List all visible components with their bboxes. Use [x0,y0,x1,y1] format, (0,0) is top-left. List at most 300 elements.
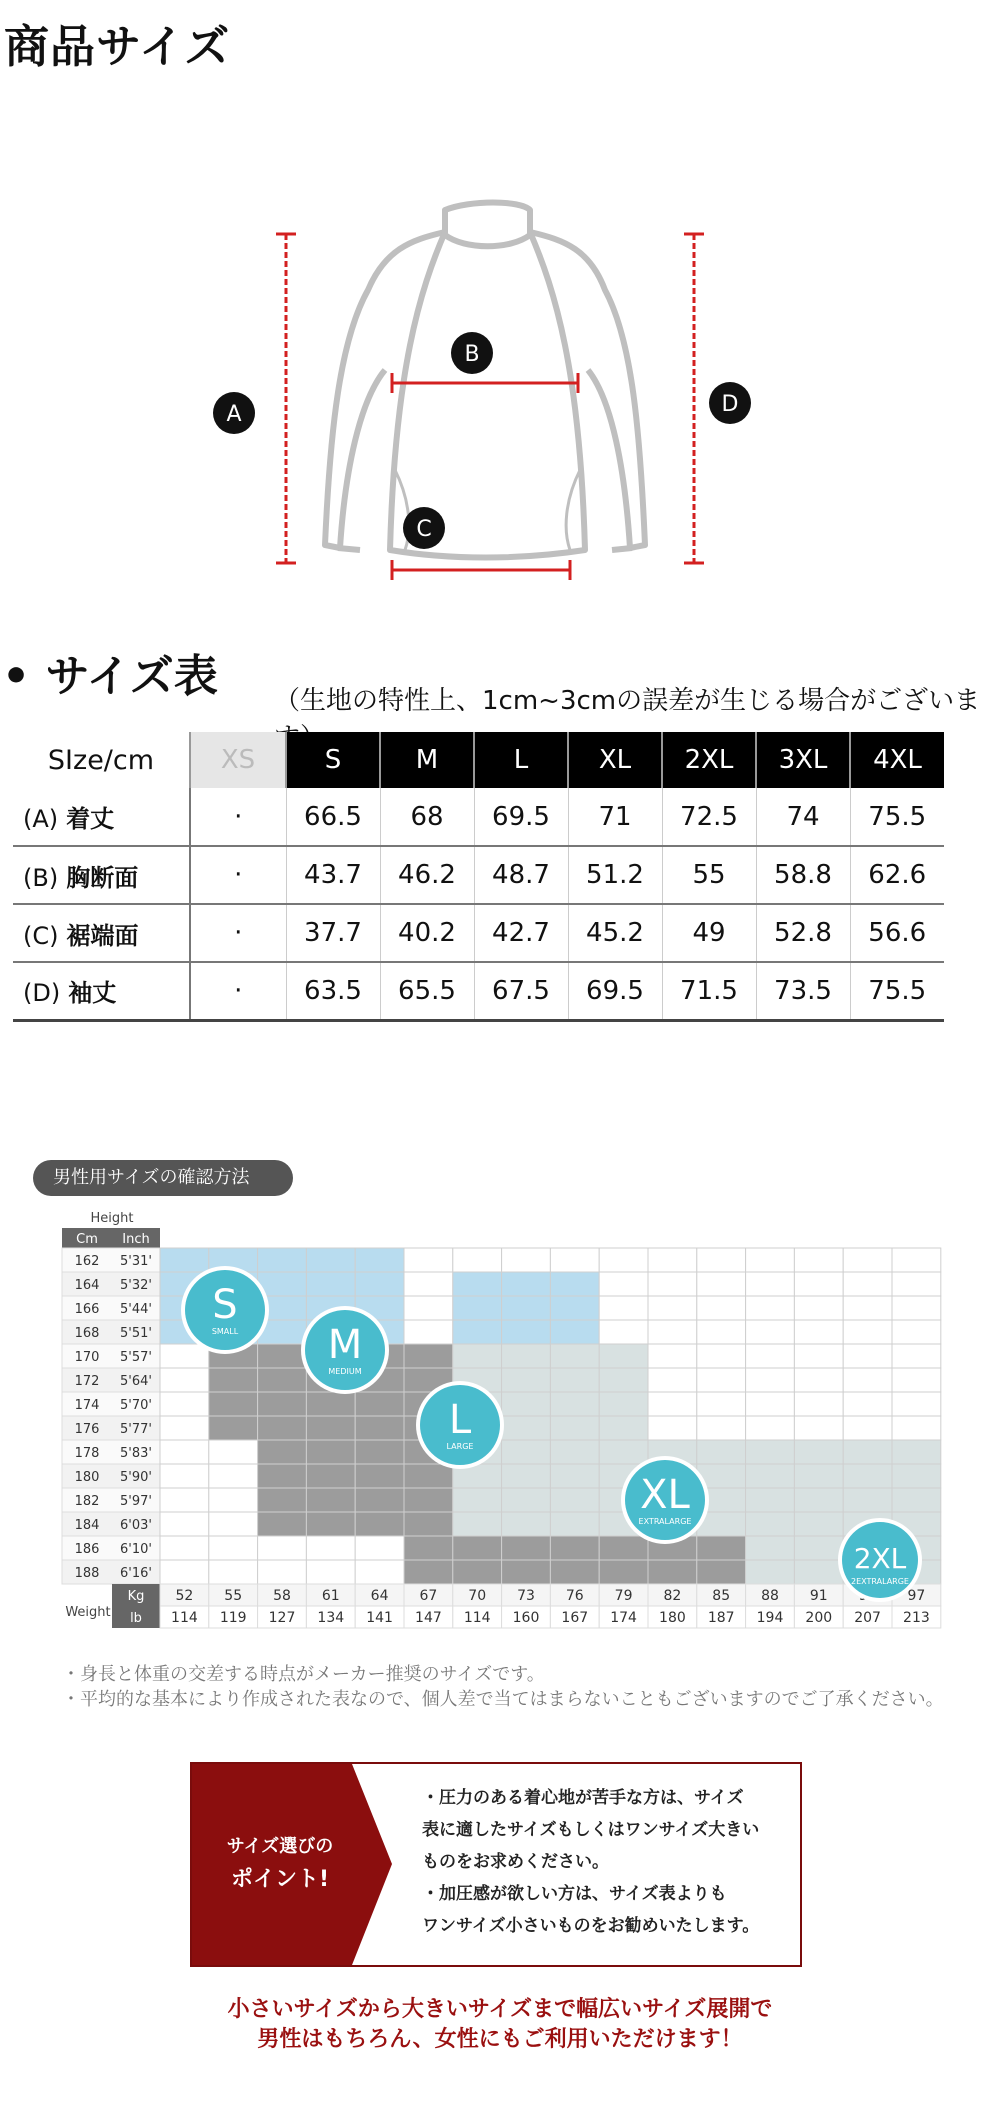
grid-cell [794,1320,843,1344]
grid-cell [599,1536,648,1560]
grid-cell [794,1536,843,1560]
height-inch: 5'57' [120,1350,152,1365]
size-badge-letter: L [448,1397,472,1443]
cell: 40.2 [380,904,474,962]
cell: · [190,846,286,904]
grid-cell [599,1296,648,1320]
size-table-title: • サイズ表 [2,651,218,702]
height-inch: 5'44' [120,1302,152,1317]
grid-cell [160,1248,209,1272]
height-cm: 178 [74,1446,100,1461]
grid-cell [697,1344,746,1368]
grid-cell [404,1248,453,1272]
grid-cell [697,1296,746,1320]
grid-cell [306,1464,355,1488]
grid-cell [502,1248,551,1272]
grid-cell [892,1296,941,1320]
grid-cell [306,1272,355,1296]
weight-lb: 213 [903,1610,930,1626]
grid-cell [648,1392,697,1416]
weight-kg: 61 [321,1588,340,1604]
grid-cell [306,1560,355,1584]
size-header-3xl: 3XL [756,732,850,788]
height-cm: 188 [74,1566,100,1581]
grid-cell [697,1272,746,1296]
grid-cell [599,1440,648,1464]
grid-cell [355,1248,404,1272]
grid-cell [550,1464,599,1488]
grid-cell [843,1464,892,1488]
cell: 68 [380,788,474,846]
grid-cell [697,1320,746,1344]
size-row-d [13,962,944,1020]
grid-cell [258,1536,307,1560]
grid-cell [258,1488,307,1512]
height-label: Height [90,1211,134,1226]
grid-cell [550,1560,599,1584]
weight-lb: 174 [610,1610,637,1626]
weight-lb: 141 [366,1610,393,1626]
grid-cell [794,1464,843,1488]
height-inch: 5'51' [120,1326,152,1341]
grid-cell [209,1512,258,1536]
grid-cell [794,1488,843,1512]
grid-cell [892,1464,941,1488]
grid-cell [355,1560,404,1584]
grid-cell [794,1272,843,1296]
weight-lb: 114 [171,1610,198,1626]
grid-cell [209,1560,258,1584]
size-header-l: L [474,732,568,788]
grid-cell [502,1296,551,1320]
svg-text:B: B [464,342,480,367]
cell: · [190,962,286,1020]
page-title: 商品サイズ [4,20,231,73]
grid-cell [599,1560,648,1584]
size-table-note: （生地の特性上、1cm~3cmの誤差が生じる場合がございま [274,686,981,716]
weight-lb: 119 [219,1610,247,1626]
cell: 71 [568,788,662,846]
grid-cell [697,1560,746,1584]
cell: 67.5 [474,962,568,1020]
grid-cell [550,1296,599,1320]
size-badge-letter: 2XL [853,1542,907,1575]
grid-cell [746,1464,795,1488]
grid-cell [355,1440,404,1464]
size-header-4xl: 4XL [850,732,944,788]
grid-cell [453,1560,502,1584]
grid-cell [794,1512,843,1536]
weight-kg: 73 [517,1588,535,1604]
grid-cell [697,1248,746,1272]
size-table [13,732,944,1022]
closing-line-1: 小さいサイズから大きいサイズまで幅広いサイズ展開で [227,1997,773,2022]
grid-cell [502,1560,551,1584]
grid-cell [550,1248,599,1272]
size-badge-caption: SMALL [211,1327,239,1336]
height-cm: 184 [74,1518,100,1533]
height-inch: 6'03' [120,1518,152,1533]
grid-cell [258,1392,307,1416]
mens-size-chart [0,1200,1000,1650]
svg-text:C: C [416,517,432,542]
grid-cell [599,1416,648,1440]
size-corner-label: SIze/cm [13,732,190,788]
weight-kg: 76 [565,1588,584,1604]
cell: · [190,904,286,962]
weight-kg: 91 [809,1588,828,1604]
grid-cell [160,1464,209,1488]
cell: 43.7 [286,846,380,904]
height-inch: 5'97' [120,1494,152,1509]
height-cm: 172 [74,1374,100,1389]
grid-cell [209,1392,258,1416]
weight-kg: 64 [370,1588,389,1604]
grid-cell [306,1512,355,1536]
cm-header-label: Cm [76,1232,98,1247]
grid-cell [160,1416,209,1440]
size-header-xs: XS [190,732,286,788]
cell: 56.6 [850,904,944,962]
grid-cell [404,1512,453,1536]
grid-cell [258,1512,307,1536]
grid-cell [502,1416,551,1440]
shirt-outline [325,203,645,558]
grid-cell [794,1416,843,1440]
weight-kg: 82 [663,1588,682,1604]
mens-chart-pill: 男性用サイズの確認方法 [33,1160,293,1196]
grid-cell [453,1320,502,1344]
size-row-c [13,904,944,962]
grid-cell [355,1488,404,1512]
grid-cell [697,1440,746,1464]
grid-cell [648,1320,697,1344]
cell: 75.5 [850,962,944,1020]
cell: 49 [662,904,756,962]
grid-cell [306,1416,355,1440]
height-inch: 5'64' [120,1374,152,1389]
grid-cell [843,1344,892,1368]
row-label: (C) 裾端面 [13,904,190,962]
closing-line-2: 男性はもちろん、女性にもご利用いただけます！ [257,2027,743,2052]
size-badge-caption: LARGE [446,1442,474,1451]
size-badge-caption: EXTRALARGE [638,1517,692,1526]
grid-cell [160,1392,209,1416]
cell: 72.5 [662,788,756,846]
cell: 48.7 [474,846,568,904]
cell: 62.6 [850,846,944,904]
cell: 73.5 [756,962,850,1020]
grid-cell [746,1272,795,1296]
grid-cell [746,1392,795,1416]
grid-cell [843,1416,892,1440]
grid-cell [746,1320,795,1344]
size-header-2xl: 2XL [662,732,756,788]
inch-header-label: Inch [122,1232,150,1247]
svg-text:D: D [721,392,739,417]
tips-text: ・圧力のある着心地が苦手な方は、サイズ 表に適したサイズもしくはワンサイズ大きい ものをお求めください。 ・加圧感が欲しい方は、サイズ表よりも ワンサイズ小さいものをお勧めいたします。 [422,1788,760,1936]
grid-cell [892,1440,941,1464]
height-cm: 162 [74,1254,100,1269]
grid-cell [404,1296,453,1320]
grid-cell [404,1560,453,1584]
grid-cell [648,1368,697,1392]
grid-cell [648,1560,697,1584]
cell: 52.8 [756,904,850,962]
grid-cell [209,1464,258,1488]
grid-cell [453,1344,502,1368]
grid-cell [843,1296,892,1320]
grid-cell [794,1392,843,1416]
cell: 66.5 [286,788,380,846]
size-row-b [13,846,944,904]
footnote-1: ・身長と体重の交差する時点がメーカー推奨のサイズです。 [62,1664,545,1685]
grid-cell [306,1248,355,1272]
size-header-xl: XL [568,732,662,788]
weight-kg: 58 [273,1588,291,1604]
cell: 74 [756,788,850,846]
size-badge-caption: MEDIUM [328,1367,362,1376]
height-inch: 5'31' [120,1254,152,1269]
cell: 75.5 [850,788,944,846]
grid-cell [746,1416,795,1440]
grid-cell [794,1440,843,1464]
measure-label-b [451,332,493,374]
measure-label-d [709,382,751,424]
grid-cell [599,1392,648,1416]
measure-label-c [403,507,445,549]
grid-cell [355,1272,404,1296]
grid-cell [306,1488,355,1512]
cell: 45.2 [568,904,662,962]
grid-cell [843,1368,892,1392]
grid-cell [794,1368,843,1392]
grid-cell [550,1344,599,1368]
grid-cell [453,1248,502,1272]
grid-cell [502,1512,551,1536]
grid-cell [258,1368,307,1392]
grid-cell [502,1272,551,1296]
grid-cell [746,1440,795,1464]
shirt-illustration [0,170,1000,620]
grid-cell [843,1440,892,1464]
height-inch: 5'90' [120,1470,152,1485]
size-badge-letter: XL [640,1472,690,1518]
grid-cell [550,1272,599,1296]
height-inch: 5'83' [120,1446,152,1461]
weight-kg: 55 [224,1588,243,1604]
grid-cell [258,1248,307,1272]
weight-lb: 127 [268,1610,296,1626]
cell: 63.5 [286,962,380,1020]
grid-cell [892,1344,941,1368]
grid-cell [550,1440,599,1464]
grid-cell [892,1392,941,1416]
grid-cell [697,1392,746,1416]
grid-cell [794,1296,843,1320]
grid-cell [209,1416,258,1440]
height-cm: 180 [74,1470,100,1485]
grid-cell [209,1536,258,1560]
grid-cell [648,1272,697,1296]
row-label: (B) 胸断面 [13,846,190,904]
grid-cell [599,1368,648,1392]
grid-cell [306,1392,355,1416]
height-cm: 176 [74,1422,100,1437]
grid-cell [453,1536,502,1560]
weight-lb: 160 [512,1610,540,1626]
cell: 51.2 [568,846,662,904]
grid-cell [160,1440,209,1464]
tips-label: サイズ選びの ポイント! [226,1836,334,1892]
grid-cell [160,1488,209,1512]
weight-lb: 194 [756,1610,784,1626]
grid-cell [502,1392,551,1416]
weight-kg: 70 [468,1588,487,1604]
grid-cell [843,1488,892,1512]
grid-cell [502,1536,551,1560]
weight-lb: 180 [659,1610,686,1626]
grid-cell [160,1368,209,1392]
size-header-s: S [286,732,380,788]
weight-lb: 187 [707,1610,735,1626]
cell: 58.8 [756,846,850,904]
grid-cell [258,1560,307,1584]
cell: 55 [662,846,756,904]
lb-header-label: lb [130,1611,142,1626]
size-header-m: M [380,732,474,788]
weight-kg: 97 [907,1588,926,1604]
weight-kg: 52 [175,1588,194,1604]
cell: 69.5 [568,962,662,1020]
grid-cell [550,1416,599,1440]
grid-cell [892,1488,941,1512]
grid-cell [550,1512,599,1536]
height-cm: 168 [74,1326,100,1341]
grid-cell [746,1560,795,1584]
grid-cell [258,1416,307,1440]
grid-cell [648,1296,697,1320]
grid-cell [160,1512,209,1536]
grid-cell [599,1272,648,1296]
height-cm: 182 [74,1494,100,1509]
grid-cell [892,1368,941,1392]
weight-kg: 85 [712,1588,731,1604]
size-badge-caption: 2EXTRALARGE [850,1577,910,1586]
height-cm: 164 [74,1278,100,1293]
weight-lb: 147 [415,1610,442,1626]
grid-cell [746,1344,795,1368]
mens-size-grid [0,1200,1000,1650]
height-cm: 170 [74,1350,100,1365]
grid-cell [355,1536,404,1560]
height-cm: 174 [74,1398,100,1413]
grid-cell [843,1272,892,1296]
grid-cell [502,1440,551,1464]
weight-kg: 67 [419,1588,438,1604]
grid-cell [892,1416,941,1440]
grid-cell [746,1536,795,1560]
grid-cell [794,1560,843,1584]
grid-cell [697,1368,746,1392]
weight-label: Weight [65,1605,111,1620]
grid-cell [550,1368,599,1392]
cell: 69.5 [474,788,568,846]
grid-cell [502,1344,551,1368]
weight-lb: 200 [805,1610,833,1626]
grid-cell [794,1248,843,1272]
grid-cell [550,1392,599,1416]
height-inch: 5'70' [120,1398,152,1413]
grid-cell [209,1368,258,1392]
measure-label-a [213,392,255,434]
size-badge-letter: S [212,1282,238,1328]
grid-cell [160,1560,209,1584]
weight-kg: 88 [761,1588,779,1604]
grid-cell [599,1320,648,1344]
grid-cell [746,1248,795,1272]
weight-lb: 114 [463,1610,491,1626]
grid-cell [355,1464,404,1488]
grid-cell [550,1536,599,1560]
cell: 42.7 [474,904,568,962]
grid-cell [453,1272,502,1296]
size-row-a [13,788,944,846]
height-inch: 6'16' [120,1566,152,1581]
grid-cell [599,1344,648,1368]
grid-cell [404,1488,453,1512]
svg-text:A: A [226,402,242,427]
grid-cell [404,1464,453,1488]
grid-cell [355,1512,404,1536]
height-inch: 5'77' [120,1422,152,1437]
grid-cell [404,1272,453,1296]
height-inch: 6'10' [120,1542,152,1557]
cell: 65.5 [380,962,474,1020]
grid-cell [160,1536,209,1560]
grid-cell [502,1488,551,1512]
grid-cell [599,1248,648,1272]
grid-cell [306,1440,355,1464]
weight-lb: 134 [317,1610,345,1626]
grid-cell [550,1320,599,1344]
grid-cell [209,1440,258,1464]
grid-cell [209,1488,258,1512]
grid-cell [502,1368,551,1392]
grid-cell [746,1488,795,1512]
weight-kg: 79 [614,1588,633,1604]
footnote-2: ・平均的な基本により作成された表なので、個人差で当てはまらないこともございますのでご了承ください。 [62,1689,944,1710]
weight-lb: 207 [854,1610,881,1626]
cell: 46.2 [380,846,474,904]
grid-cell [843,1320,892,1344]
grid-cell [746,1368,795,1392]
grid-cell [355,1392,404,1416]
grid-cell [843,1248,892,1272]
grid-cell [746,1296,795,1320]
weight-lb: 167 [561,1610,589,1626]
grid-cell [648,1416,697,1440]
grid-cell [502,1464,551,1488]
size-tips-box [190,1762,802,1967]
grid-cell [404,1536,453,1560]
grid-cell [746,1512,795,1536]
grid-cell [404,1320,453,1344]
grid-cell [892,1272,941,1296]
grid-cell [502,1320,551,1344]
grid-cell [453,1512,502,1536]
grid-cell [453,1296,502,1320]
